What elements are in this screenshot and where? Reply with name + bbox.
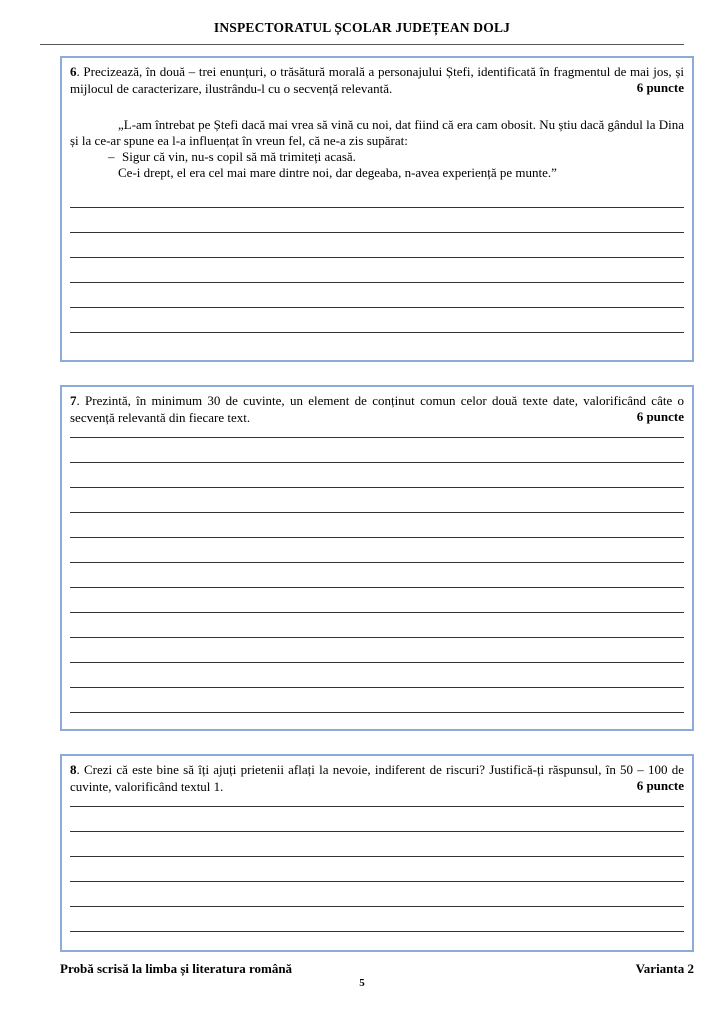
answer-line[interactable] xyxy=(70,512,684,513)
header-divider xyxy=(40,44,684,45)
answer-line[interactable] xyxy=(70,562,684,563)
answer-line[interactable] xyxy=(70,207,684,208)
answer-line[interactable] xyxy=(70,931,684,932)
answer-line[interactable] xyxy=(70,307,684,308)
dialog-text: Sigur că vin, nu-s copil să mă trimiteți acasă. xyxy=(122,149,356,164)
answer-line[interactable] xyxy=(70,906,684,907)
question-6-text: . Precizează, în două – trei enunțuri, o trăsătură morală a personajului Ștefi, identificată în fragmentul de mai jos, și mijlocul de caracterizare, ilustrându-l cu o secvență relevantă. xyxy=(70,64,684,96)
answer-line[interactable] xyxy=(70,856,684,857)
answer-line[interactable] xyxy=(70,587,684,588)
answer-line[interactable] xyxy=(70,612,684,613)
answer-line[interactable] xyxy=(70,437,684,438)
question-8-points: 6 puncte xyxy=(636,778,684,793)
question-8-prompt xyxy=(70,761,684,795)
footer-subject: Probă scrisă la limba și literatura română xyxy=(60,961,293,976)
answer-line[interactable] xyxy=(70,806,684,807)
question-7-box xyxy=(60,385,694,731)
question-6-quote xyxy=(70,117,684,181)
answer-line[interactable] xyxy=(70,332,684,333)
quote-paragraph-3: Ce-i drept, el era cel mai mare dintre noi, dar degeaba, n-avea experiență pe munte.” xyxy=(118,165,557,180)
answer-line[interactable] xyxy=(70,831,684,832)
quote-dialog-line xyxy=(70,149,684,165)
question-7-text: . Prezintă, în minimum 30 de cuvinte, un element de conținut comun celor două texte date, valorificând câte o secvență relevantă din fiecare text. xyxy=(70,393,684,425)
answer-line[interactable] xyxy=(70,662,684,663)
question-6-number: 6 xyxy=(70,64,77,79)
question-8-box xyxy=(60,754,694,952)
question-7-points: 6 puncte xyxy=(636,409,684,424)
question-7-number: 7 xyxy=(70,393,77,408)
question-8-text: . Crezi că este bine să îți ajuți prietenii aflați la nevoie, indiferent de riscuri? Justifică-ți răspunsul, în 50 – 100 de cuvinte, valorificând textul 1. xyxy=(70,762,684,794)
answer-line[interactable] xyxy=(70,881,684,882)
question-8-number: 8 xyxy=(70,762,77,777)
footer-variant: Varianta 2 xyxy=(635,961,694,976)
page-number: 5 xyxy=(359,977,365,989)
answer-line[interactable] xyxy=(70,462,684,463)
quote-paragraph-1: „L-am întrebat pe Ștefi dacă mai vrea să vină cu noi, dat fiind că era cam obosit. Nu știu dacă gândul la Dina și la ce-ar spune ea l-a influențat în vreun fel, că ne-a zis supărat: xyxy=(70,117,685,148)
question-6-prompt xyxy=(70,63,684,97)
answer-line[interactable] xyxy=(70,282,684,283)
answer-line[interactable] xyxy=(70,537,684,538)
answer-line[interactable] xyxy=(70,487,684,488)
question-6-points: 6 puncte xyxy=(636,80,684,95)
answer-line[interactable] xyxy=(70,637,684,638)
answer-line[interactable] xyxy=(70,712,684,713)
dialog-dash: – xyxy=(108,149,115,164)
answer-line[interactable] xyxy=(70,687,684,688)
page-header: INSPECTORATUL ȘCOLAR JUDEȚEAN DOLJ xyxy=(213,20,511,35)
answer-line[interactable] xyxy=(70,257,684,258)
question-7-prompt xyxy=(70,392,684,426)
question-6-box xyxy=(60,56,694,362)
answer-line[interactable] xyxy=(70,232,684,233)
